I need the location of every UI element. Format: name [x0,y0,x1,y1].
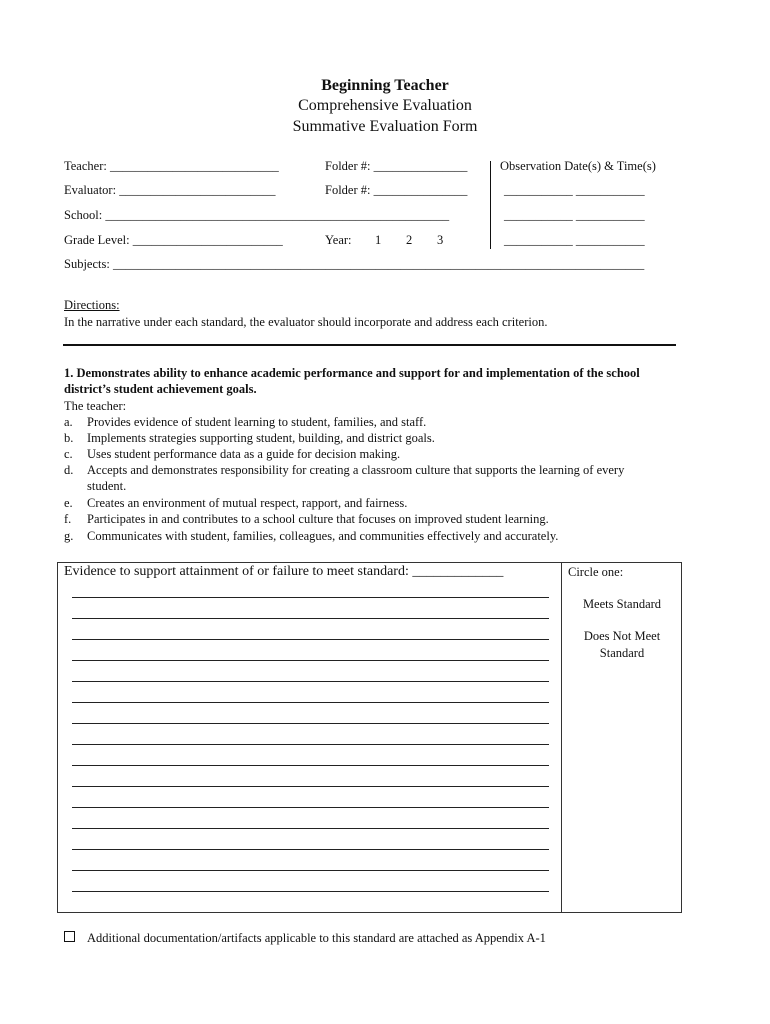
evidence-line[interactable] [72,828,549,829]
year-option-2[interactable]: 2 [406,233,413,247]
observation-blank-1[interactable]: ___________ ___________ [504,183,645,197]
evidence-line[interactable] [72,702,549,703]
criterion-letter: a. [64,415,73,429]
evidence-line[interactable] [72,723,549,724]
year-option-3[interactable]: 3 [437,233,444,247]
observation-header: Observation Date(s) & Time(s) [500,159,656,173]
appendix-checkbox[interactable] [64,931,75,942]
evidence-line[interactable] [72,618,549,619]
folder-field-1[interactable]: Folder #: _______________ [325,159,468,173]
does-not-meet-option-line2[interactable]: Standard [599,646,645,660]
field-divider [490,161,491,249]
folder-field-2[interactable]: Folder #: _______________ [325,183,468,197]
form-name: Summative Evaluation Form [292,118,478,135]
evidence-line[interactable] [72,765,549,766]
criterion-text: student. [87,479,127,493]
evidence-line[interactable] [72,807,549,808]
criterion-text: Uses student performance data as a guide for decision making. [87,447,401,461]
evidence-box [57,562,682,913]
standard-title-line1: 1. Demonstrates ability to enhance academic performance and support for and implementation of the school [64,366,640,380]
directions-label: Directions: [64,298,120,312]
observation-blank-2[interactable]: ___________ ___________ [504,208,645,222]
criterion-letter: f. [64,512,72,526]
school-field[interactable]: School: _______________________________________________________ [64,208,450,222]
circle-one-label: Circle one: [568,565,624,579]
observation-blank-3[interactable]: ___________ ___________ [504,233,645,247]
year-label: Year: [325,233,352,247]
meets-standard-option[interactable]: Meets Standard [582,597,662,611]
evidence-box-divider [561,562,562,913]
criterion-text: Provides evidence of student learning to student, families, and staff. [87,415,427,429]
criterion-text: Communicates with student, families, colleagues, and communities effectively and accurately. [87,529,559,543]
criterion-letter: e. [64,496,73,510]
evidence-label: Evidence to support attainment of or failure to meet standard: _____________ [64,564,504,579]
evidence-line[interactable] [72,660,549,661]
evidence-line[interactable] [72,786,549,787]
evidence-line[interactable] [72,849,549,850]
grade-level-field[interactable]: Grade Level: ________________________ [64,233,283,247]
evaluator-field[interactable]: Evaluator: _________________________ [64,183,276,197]
evidence-line[interactable] [72,870,549,871]
section-rule [63,344,676,346]
criterion-text: Participates in and contributes to a school culture that focuses on improved student learning. [87,512,549,526]
criterion-letter: d. [64,463,74,477]
criterion-text: Implements strategies supporting student, building, and district goals. [87,431,435,445]
page-subtitle: Comprehensive Evaluation [298,97,472,114]
criterion-text: Accepts and demonstrates responsibility for creating a classroom culture that supports the learning of every [87,463,625,477]
criterion-text: Creates an environment of mutual respect, rapport, and fairness. [87,496,408,510]
criterion-letter: b. [64,431,74,445]
criterion-letter: g. [64,529,74,543]
evidence-line[interactable] [72,639,549,640]
evidence-line[interactable] [72,744,549,745]
appendix-text: Additional documentation/artifacts applicable to this standard are attached as Appendix A-1 [87,931,546,945]
subjects-field[interactable]: Subjects: _____________________________________________________________________________________ [64,257,645,271]
evidence-line[interactable] [72,681,549,682]
page-title: Beginning Teacher [321,77,449,94]
standard-intro: The teacher: [64,399,127,413]
does-not-meet-option-line1[interactable]: Does Not Meet [583,629,661,643]
year-option-1[interactable]: 1 [375,233,382,247]
directions-text: In the narrative under each standard, the evaluator should incorporate and address each criterion. [64,315,548,329]
standard-title-line2: district’s student achievement goals. [64,382,257,396]
teacher-field[interactable]: Teacher: ___________________________ [64,159,279,173]
criterion-letter: c. [64,447,73,461]
evidence-line[interactable] [72,891,549,892]
evidence-line[interactable] [72,597,549,598]
